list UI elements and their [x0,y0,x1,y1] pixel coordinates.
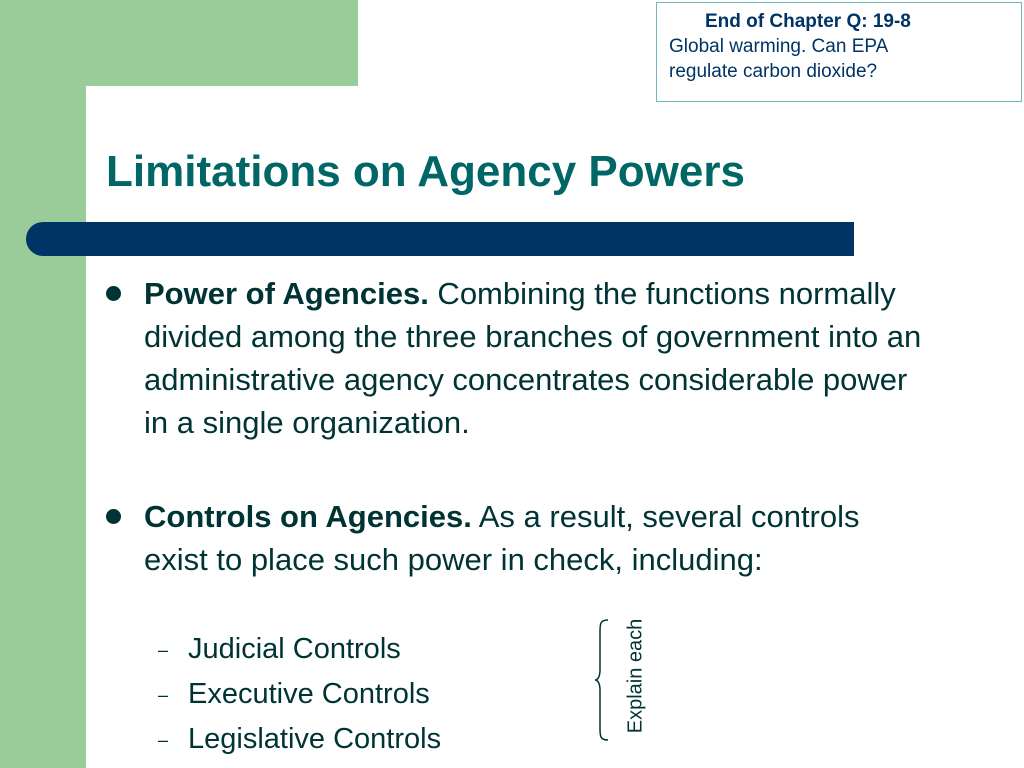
bullet-dot [106,286,121,301]
green-top-decoration [0,0,358,86]
title-underline-bar [26,222,854,256]
sub-item-executive [158,676,430,713]
bullet-power-of-agencies [106,272,926,444]
bullet-text: Combining the functions normally divided among the three branches of government into an administrative agency concentrates considerable power in a single organization. [144,276,922,440]
note-line-2: regulate carbon dioxide? [669,61,878,82]
bullet-dot [106,509,121,524]
note-title: End of Chapter Q: 19-8 [705,11,911,32]
curly-brace-icon [594,618,610,742]
chapter-question-note [656,2,1022,102]
sub-item-label: Judicial Controls [188,633,401,665]
bullet-lead: Controls on Agencies. [144,499,472,534]
brace-note-text: Explain each [624,618,647,734]
sub-item-label: Executive Controls [188,678,430,710]
sub-item-judicial [158,631,401,668]
dash-marker: – [158,730,169,751]
note-line-1: Global warming. Can EPA [669,36,889,57]
green-sidebar-decoration [0,0,86,768]
slide-title: Limitations on Agency Powers [106,147,745,196]
dash-marker: – [158,685,169,706]
dash-marker: – [158,640,169,661]
sub-item-legislative [158,721,441,758]
bullet-text: As a result, several controls exist to place such power in check, including: [144,499,860,577]
bullet-lead: Power of Agencies. [144,276,429,311]
bullet-controls-on-agencies [106,495,926,581]
sub-item-label: Legislative Controls [188,723,442,755]
